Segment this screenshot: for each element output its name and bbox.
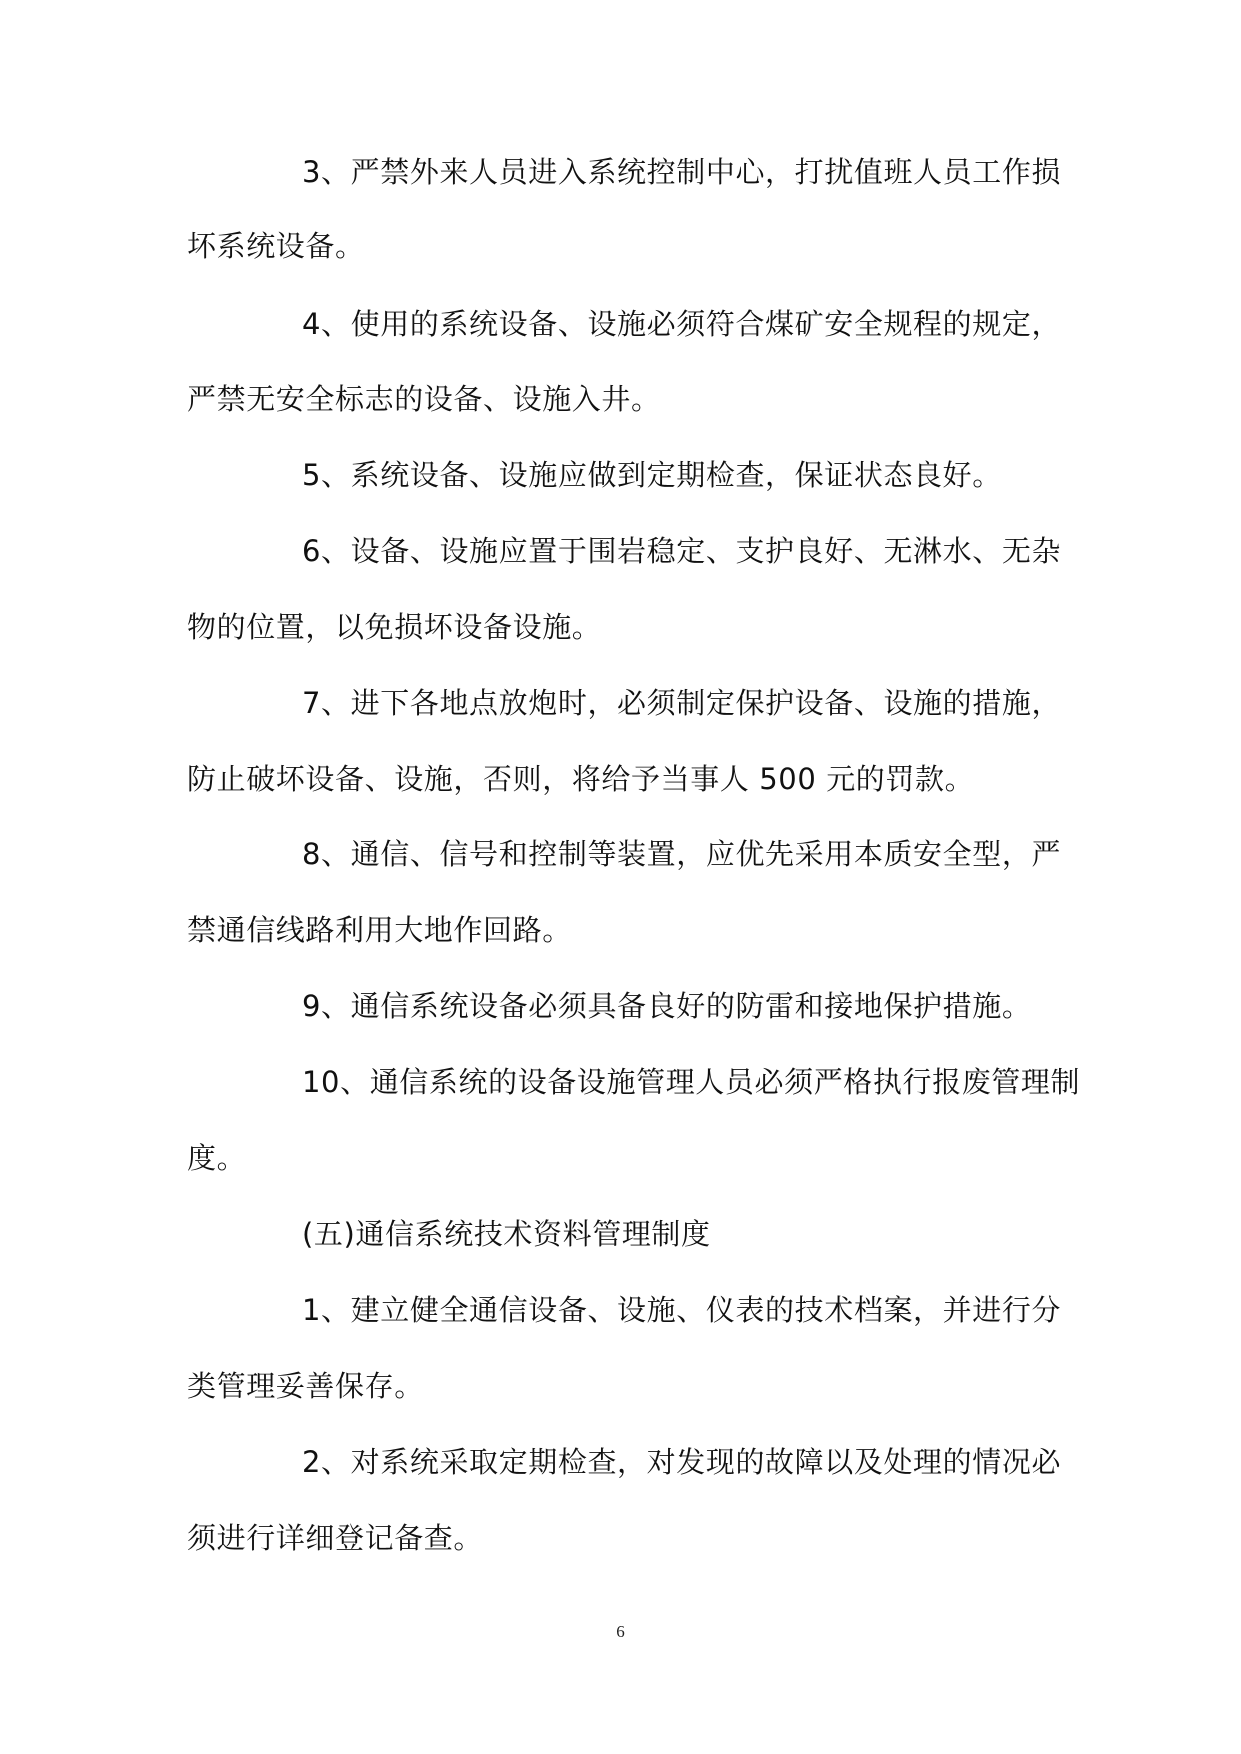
- rule-4-line-2: 严禁无安全标志的设备、设施入井。: [187, 382, 661, 416]
- rule-7-line-1: 7、进下各地点放炮时，必须制定保护设备、设施的措施，: [302, 686, 1062, 720]
- tech-rule-1-line-1: 1、建立健全通信设备、设施、仪表的技术档案，并进行分: [302, 1293, 1062, 1327]
- rule-8-line-2: 禁通信线路利用大地作回路。: [187, 913, 572, 947]
- rule-9-line-1: 9、通信系统设备必须具备良好的防雷和接地保护措施。: [302, 989, 1032, 1023]
- rule-6-line-1: 6、设备、设施应置于围岩稳定、支护良好、无淋水、无杂: [302, 534, 1062, 568]
- rule-6-line-2: 物的位置，以免损坏设备设施。: [187, 610, 602, 644]
- tech-rule-2-line-2: 须进行详细登记备查。: [187, 1521, 484, 1555]
- rule-3-line-1: 3、严禁外来人员进入系统控制中心，打扰值班人员工作损: [302, 155, 1062, 189]
- rule-4-line-1: 4、使用的系统设备、设施必须符合煤矿安全规程的规定，: [302, 307, 1062, 341]
- rule-7-line-2: 防止破坏设备、设施，否则，将给予当事人 500 元的罚款。: [187, 762, 975, 796]
- rule-8-line-1: 8、通信、信号和控制等装置，应优先采用本质安全型，严: [302, 837, 1062, 871]
- page-number: 6: [616, 1622, 625, 1641]
- section-heading: (五)通信系统技术资料管理制度: [302, 1217, 711, 1251]
- rule-10-line-2: 度。: [187, 1141, 247, 1175]
- tech-rule-1-line-2: 类管理妥善保存。: [187, 1369, 424, 1403]
- tech-rule-2-line-1: 2、对系统采取定期检查，对发现的故障以及处理的情况必: [302, 1445, 1062, 1479]
- rule-10-line-1: 10、通信系统的设备设施管理人员必须严格执行报废管理制: [302, 1065, 1081, 1099]
- rule-3-line-2: 坏系统设备。: [187, 229, 365, 263]
- rule-5-line-1: 5、系统设备、设施应做到定期检查，保证状态良好。: [302, 458, 1002, 492]
